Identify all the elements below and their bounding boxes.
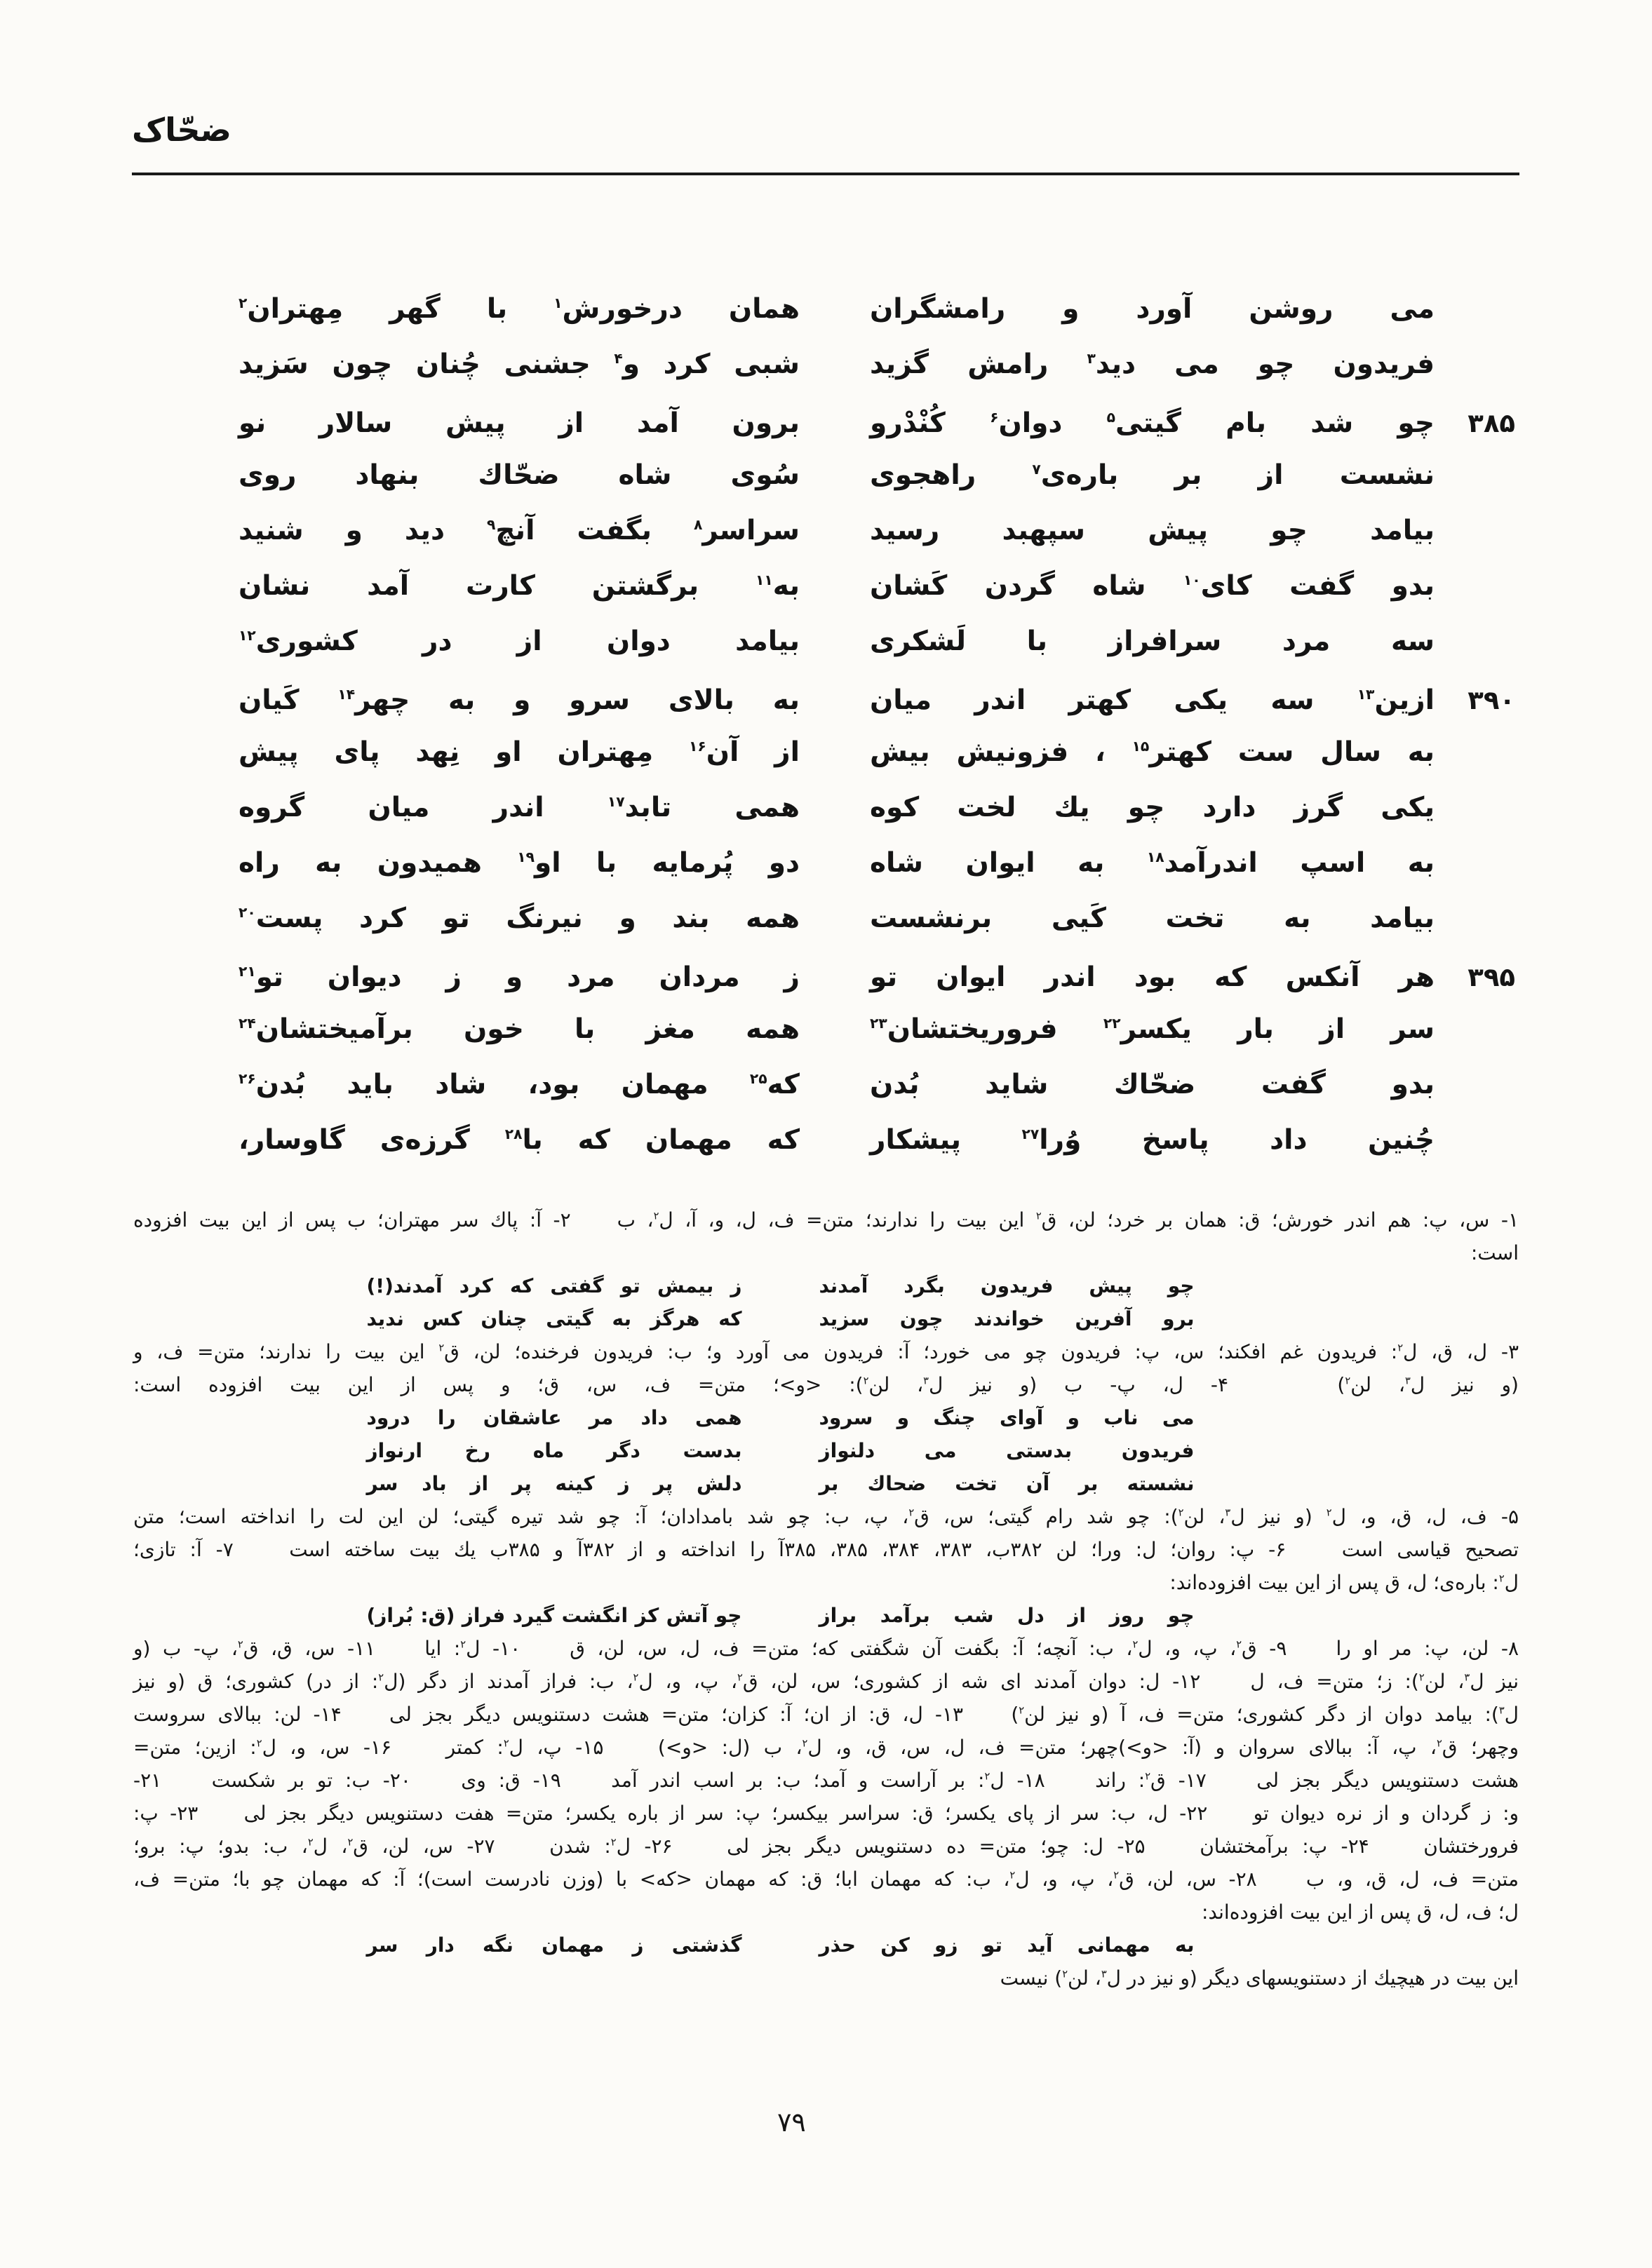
hemistich-right: هر آنکس که بود اندر ایوان تو [870, 961, 1435, 993]
verse-row [235, 792, 1515, 847]
header-divider [132, 173, 1519, 175]
verse-number: ۳۹۵ [1468, 962, 1515, 992]
footnote-line: ل؛ ف، ل، ق پس از این بیت افزوده‌اند: [1201, 1901, 1519, 1924]
verse-row [235, 958, 1515, 1013]
hemistich-left: ز مردان مرد و ز دیوان تو$^{۲۱}$ [239, 961, 800, 993]
hemistich-left: که مهمان که با$^{۲۸}$ گرزه‌ی گاوسار، [239, 1124, 800, 1156]
verse-row [235, 404, 1515, 459]
verse-number [1435, 1034, 1515, 1038]
hemistich-right: بدو گفت کای$^{۱۰}$ شاه گردن کَشان [870, 570, 1435, 602]
hemistich-right: چُنین داد پاسخ وُرا$^{۲۷}$ پیشکار [870, 1124, 1435, 1156]
hemistich-right: بیامد چو پیش سپهبد رسید [870, 515, 1435, 546]
footnote-line: و: ز گردان و از نره دیوان تو ۲۲- ل، ب: سر از پای یکسر؛ ق: سراسر بیکسر؛ پ: سر از باره یکسر؛ متن= هفت دستنویس دیگر بجز لی ۲۳- پ: [133, 1802, 1519, 1825]
footnote-verse-left: چو آتش کز انگشت گیرد فراز (ق: بُراز) [366, 1604, 742, 1627]
hemistich-right: بیامد به تخت کَیی برنشست [870, 903, 1435, 934]
footnote-verse [88, 1599, 1473, 1632]
hemistich-left: همه مغز با خون برآمیختشان$^{۲۴}$ [239, 1013, 800, 1045]
footnote-verse [88, 1434, 1473, 1467]
verse-number: ۳۹۰ [1468, 685, 1515, 715]
verse-number [1435, 1145, 1515, 1149]
hemistich-right: چو شد بام گیتی$^۵$ دوان$^۶$ کُنْدْرو [870, 407, 1435, 439]
verse-number [1435, 313, 1515, 318]
hemistich-right: ازین$^{۱۳}$ سه یکی کهتر اندر میان [870, 684, 1435, 716]
verse-number [1435, 590, 1515, 595]
apparatus-footnotes [133, 1203, 1519, 1994]
hemistich-left: دو پُرمایه با او$^{۱۹}$ همیدون به راه [239, 847, 800, 879]
hemistich-left: همی تابد$^{۱۷}$ اندر میان گروه [239, 792, 800, 823]
footnote-line: ۳- ل، ق، ل$^۲$: فریدون غم افکند؛ س، پ: فریدون چو می خورد؛ آ: فریدون می آورد و؛ ب: فریدون فرخنده؛ لن، ق$^۲$ این بیت را ندارند؛ متن= ف، و [133, 1340, 1519, 1363]
verse-number [1435, 757, 1515, 761]
verse-row [235, 1124, 1515, 1180]
footnote-line: (و نیز ل$^۳$، لن$^۲$) ۴- ل، پ- ب (و نیز ل$^۳$، لن$^۲$): <و>؛ متن= ف، س، ق؛ و پس از این بیت افزوده است: [133, 1373, 1519, 1396]
footnote-line: فرورختشان ۲۴- پ: برآمختشان ۲۵- ل: چو؛ متن= ده دستنویس دیگر بجز لی ۲۶- ل$^۲$: شدن ۲۷- س، لن، ق$^۲$، ل$^۲$، ب: بدو؛ پ: برو؛ [133, 1835, 1519, 1858]
hemistich-left: سُوی شاه ضحّاك بنهاد روی [239, 459, 800, 491]
verse-row [235, 847, 1515, 903]
footnote-line: نیز ل$^۳$، لن$^۲$): ز؛ متن= ف، ل ۱۲- ل: دوان آمدند ای شه از کشوری؛ س، لن، ق$^۲$، پ، و، ل$^۲$، ب: فراز آمدند از دگر (ل$^۲$: از در) کشوری؛ ق (و نیز [133, 1670, 1519, 1693]
footnote-line: ل$^۲$: باره‌ی؛ ل، ق پس از این بیت افزوده‌اند: [1169, 1571, 1519, 1594]
footnote-line: ۸- لن، پ: مر او را ۹- ق$^۲$، پ، و، ل$^۲$، ب: آنچه؛ آ: بگفت آن شگفتی که؛ متن= ف، ل، س، لن، ق ۱۰- ل$^۲$: ایا ۱۱- س، ق، ق$^۲$، پ- ب (و [133, 1637, 1519, 1660]
footnote-line: تصحیح قیاسی است ۶- پ: روان؛ ل: ورا؛ لن ۳۸۲ب، ۳۸۳، ۳۸۴، ۳۸۵، ۳۸۵آ را انداخته و از ۳۸۲آ و ۳۸۵ب یك بیت ساخته است ۷- آ: تازی؛ [133, 1538, 1519, 1561]
hemistich-right: بدو گفت ضحّاك شاید بُدن [870, 1069, 1435, 1100]
footnote-verse-left: که هرگز به گیتی چنان کس ندید [366, 1307, 742, 1330]
hemistich-left: شبی کرد و$^۴$ جشنی چُنان چون سَزید [239, 349, 800, 380]
footnote-line: متن= ف، ل، ق، و، ب ۲۸- س، لن، ق$^۲$، پ، و، ل$^۲$، ب: که مهمان ابا؛ ق: که مهمان <که> با (وزن نادرست است)؛ آ: که مهمان چو با؛ متن= ف، [133, 1868, 1519, 1891]
verse-number [1435, 369, 1515, 373]
footnote-verse-right: چو پیش فریدون بگرد آمدند [819, 1274, 1195, 1297]
verse-number: ۳۸۵ [1468, 408, 1515, 438]
hemistich-left: بیامد دوان از در کشوری$^{۱۲}$ [239, 626, 800, 657]
hemistich-right: یکی گرز دارد چو یك لخت کوه [870, 792, 1435, 823]
verse-number [1435, 812, 1515, 816]
verse-row [235, 1013, 1515, 1069]
footnote-verse-right: برو آفرین خواندند چون سزید [819, 1307, 1195, 1330]
footnote-verse-right: فریدون بدستی می دلنواز [819, 1439, 1195, 1462]
hemistich-left: به بالای سرو و به چهر$^{۱۴}$ کَیان [239, 684, 800, 716]
hemistich-right: فریدون چو می دید$^۳$ رامش گزید [870, 349, 1435, 380]
verse-number [1435, 535, 1515, 539]
verse-row [235, 681, 1515, 736]
hemistich-right: سه مرد سرافراز با لَشکری [870, 626, 1435, 657]
hemistich-right: به سال ست کهتر$^{۱۵}$ ، فزونیش بیش [870, 736, 1435, 768]
hemistich-right: می روشن آورد و رامشگران [870, 293, 1435, 325]
hemistich-left: که$^{۲۵}$ مهمان بود، شاد باید بُدن$^{۲۶}$ [239, 1069, 800, 1100]
verse-row [235, 570, 1515, 626]
verse-row [235, 459, 1515, 515]
footnote-verse [88, 1269, 1473, 1302]
footnote-verse [88, 1302, 1473, 1335]
page-number: ۷۹ [777, 2107, 806, 2138]
hemistich-left: از آن$^{۱۶}$ مِهتران او نِهد پای پیش [239, 736, 800, 768]
footnote-line: این بیت در هیچیك از دستنویسهای دیگر (و نیز در ل$^۳$، لن$^۲$) نیست [1000, 1966, 1519, 1990]
footnote-line: ل$^۳$): بیامد دوان از دگر کشوری؛ متن= ف، آ (و نیز لن$^۲$) ۱۳- ل، ق: از ان؛ آ: کزان؛ متن= هشت دستنویس دیگر بجز لی ۱۴- لن: ببالای سروست [133, 1703, 1519, 1726]
verse-number [1435, 1089, 1515, 1093]
hemistich-left: سراسر$^۸$ بگفت آنچ$^۹$ دید و شنید [239, 515, 800, 546]
footnote-verse [88, 1929, 1473, 1962]
poem-section [235, 293, 1515, 1180]
hemistich-left: برون آمد از پیش سالار نو [239, 407, 800, 439]
hemistich-left: همان درخورش$^۱$ با گهر مِهتران$^۲$ [239, 293, 800, 325]
verse-row [235, 626, 1515, 681]
footnote-verse-right: به مهمانی آید تو زو کن حذر [819, 1933, 1195, 1957]
verse-row [235, 903, 1515, 958]
footnote-verse-left: دلش پر ز کینه پر از باد سر [366, 1472, 742, 1495]
footnote-verse-right: نشسته بر آن تخت ضحاك بر [819, 1472, 1195, 1495]
hemistich-left: همه بند و نیرنگ تو کرد پست$^{۲۰}$ [239, 903, 800, 934]
footnote-line: وچهر؛ ق$^۲$، پ، آ: ببالای سروان و (آ: <و>)چهر؛ متن= ف، ل، س، ق، و، ل$^۲$، ب (ل: <و>) ۱۵- پ، ل$^۲$: کمتر ۱۶- س، و، ل$^۲$: ازین؛ متن= [133, 1736, 1519, 1759]
footnote-line: ۱- س، پ: هم اندر خورش؛ ق: همان بر خرد؛ لن، ق$^۲$ این بیت را ندارند؛ متن= ف، ل، و، آ، ل$^۲$، ب ۲- آ: پاك سر مهتران؛ ب پس از این بیت افزوده [133, 1208, 1519, 1231]
footnote-verse-right: چو روز از دل شب برآمد براز [819, 1604, 1195, 1627]
verse-row [235, 293, 1515, 349]
hemistich-right: سر از بار یکسر$^{۲۲}$ فروریختشان$^{۲۳}$ [870, 1013, 1435, 1045]
footnote-line: ۵- ف، ل، ق، و، ل$^۲$ (و نیز ل$^۳$، لن$^۲$): چو شد رام گیتی؛ س، ق$^۲$، پ، ب: چو شد بامدادان؛ آ: چو شد تیره گیتی؛ لن این لت را انداخته است؛ متن [133, 1505, 1519, 1528]
hemistich-right: نشست از بر باره‌ی$^۷$ راهجوی [870, 459, 1435, 491]
footnote-verse-left: بدست دگر ماه رخ ارنواز [366, 1439, 742, 1462]
footnote-verse-right: می ناب و آوای چنگ و سرود [819, 1406, 1195, 1429]
footnote-verse [88, 1467, 1473, 1500]
footnote-verse-left: همی داد مر عاشقان را درود [366, 1406, 742, 1429]
verse-row [235, 515, 1515, 570]
verse-row [235, 349, 1515, 404]
footnote-verse-left: گذشتی ز مهمان نگه دار سر [366, 1933, 742, 1957]
page-title: ضحّاک [132, 111, 231, 149]
verse-number [1435, 480, 1515, 484]
verse-number [1435, 868, 1515, 872]
footnote-line: است: [1470, 1241, 1519, 1264]
verse-number [1435, 923, 1515, 927]
footnote-verse-left: ز بیمش تو گفتی که کرد آمدند(!) [366, 1274, 742, 1297]
footnote-line: هشت دستنویس دیگر بجز لی ۱۷- ق$^۲$: راند ۱۸- ل$^۲$: بر آراست و آمد؛ ب: بر اسب اندر آمد ۱۹- ق: وی ۲۰- ب: تو بر شکست ۲۱- [133, 1769, 1519, 1792]
verse-row [235, 736, 1515, 792]
verse-number [1435, 646, 1515, 650]
footnote-verse [88, 1401, 1473, 1434]
hemistich-left: به$^{۱۱}$ برگشتن کارت آمد نشان [239, 570, 800, 602]
verse-row [235, 1069, 1515, 1124]
hemistich-right: به اسپ اندرآمد$^{۱۸}$ به ایوان شاه [870, 847, 1435, 879]
